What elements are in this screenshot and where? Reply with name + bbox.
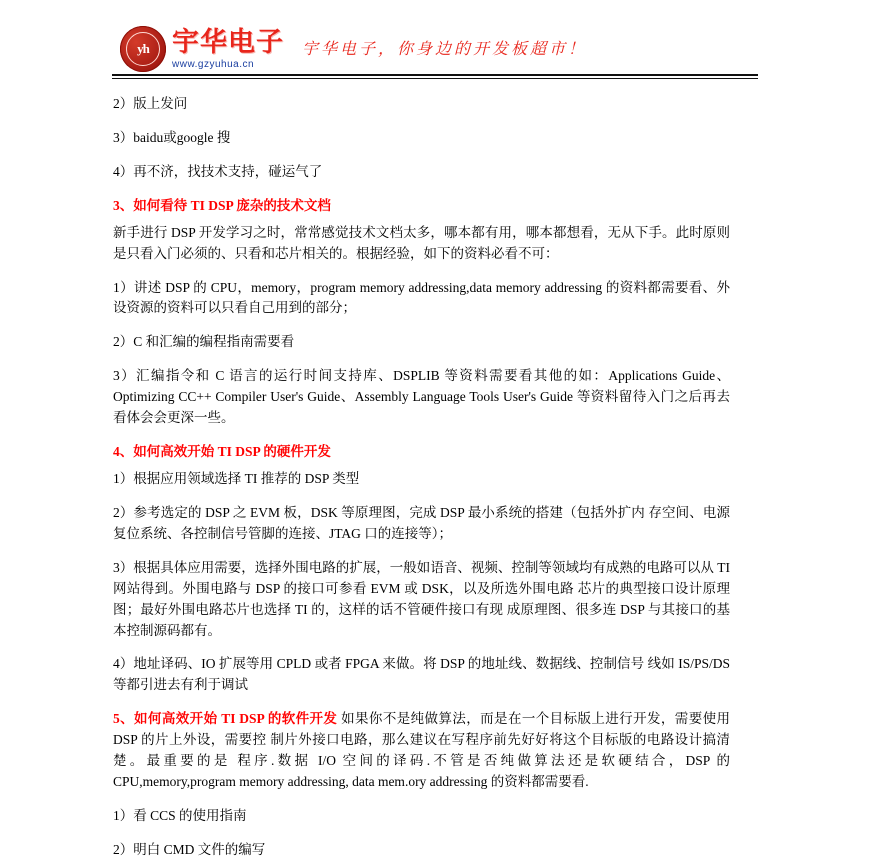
paragraph: 2）参考选定的 DSP 之 EVM 板，DSK 等原理图，完成 DSP 最小系统的搭建（包括外扩内 存空间、电源复位系统、各控制信号管脚的连接、JTAG 口的连接等）； [113, 504, 730, 541]
company-website: www.gzyuhua.cn [172, 58, 255, 70]
list-item: 2）明白 CMD 文件的编写 [113, 841, 266, 857]
section-heading-5: 5、如何高效开始 TI DSP 的软件开发 [113, 711, 338, 727]
section-5-body: 如果你不是纯做算法，而是在一个目标版上进行开发，需要使用 DSP 的片上外设，需要控 制片外接口电路，那么建议在写程序前先好好将这个目标版的电路设计搞清楚。最重要的是 程序.数据 I/O 空间的译码.不管是否纯做算法还是软硬结合，DSP 的 CPU,memory,program memory addressing, data mem.ory addressing 的资料都需要看. [113, 711, 730, 790]
header-divider-thin [112, 78, 758, 79]
list-item: 4）再不济，找技术支持，碰运气了 [113, 163, 323, 179]
paragraph: 4）地址译码、IO 扩展等用 CPLD 或者 FPGA 来做。将 DSP 的地址线、数据线、控制信号 线如 IS/PS/DS 等都引进去有利于调试 [113, 656, 730, 693]
brand-lockup [120, 26, 587, 72]
header-divider-thick [112, 74, 758, 76]
section-heading-4: 4、如何高效开始 TI DSP 的硬件开发 [113, 444, 331, 460]
logo-monogram: yh [137, 41, 149, 56]
section-heading-3: 3、如何看待 TI DSP 庞杂的技术文档 [113, 197, 331, 213]
document-page [0, 18, 870, 860]
paragraph: 3）根据具体应用需要，选择外围电路的扩展，一般如语音、视频、控制等领域均有成熟的电路可以从 TI 网站得到。外围电路与 DSP 的接口可参看 EVM 或 DSK，以及所选外围电路 芯片的典型接口设计原理图；最好外围电路芯片也选择 TI 的，这样的话不管硬件接口有现 成原理图、很多连 DSP 与其接口的基本控制源码都有。 [113, 559, 730, 638]
company-logo-icon [120, 26, 166, 72]
page-header [0, 18, 870, 80]
company-name: 宇华电子 [172, 27, 284, 58]
list-item: 3）baidu或google 搜 [113, 129, 231, 145]
list-item: 1）根据应用领域选择 TI 推荐的 DSP 类型 [113, 470, 360, 486]
company-slogan: 宇华电子，你身边的开发板超市！ [302, 40, 588, 58]
logo-text-block [172, 28, 284, 69]
list-item: 2）版上发问 [113, 96, 188, 111]
paragraph-with-inline-heading [113, 709, 730, 793]
list-item: 2）C 和汇编的编程指南需要看 [113, 334, 295, 350]
document-body [0, 80, 870, 861]
paragraph: 1）讲述 DSP 的 CPU，memory，program memory addressing,data memory addressing 的资料都需要看、外设资源的资料可以只看自己用到的部分； [113, 279, 730, 316]
paragraph: 3）汇编指令和 C 语言的运行时间支持库、DSPLIB 等资料需要看其他的如：Applications Guide、Optimizing CC++ Compiler User's Guide、Assembly Language Tools User's Guide 等资料留待入门之后再去看体会会更深一些。 [113, 368, 730, 426]
list-item: 1）看 CCS 的使用指南 [113, 807, 247, 823]
paragraph: 新手进行 DSP 开发学习之时，常常感觉技术文档太多，哪本都有用，哪本都想看，无从下手。此时原则是只看入门必须的、只看和芯片相关的。根据经验，如下的资料必看不可： [113, 224, 730, 261]
